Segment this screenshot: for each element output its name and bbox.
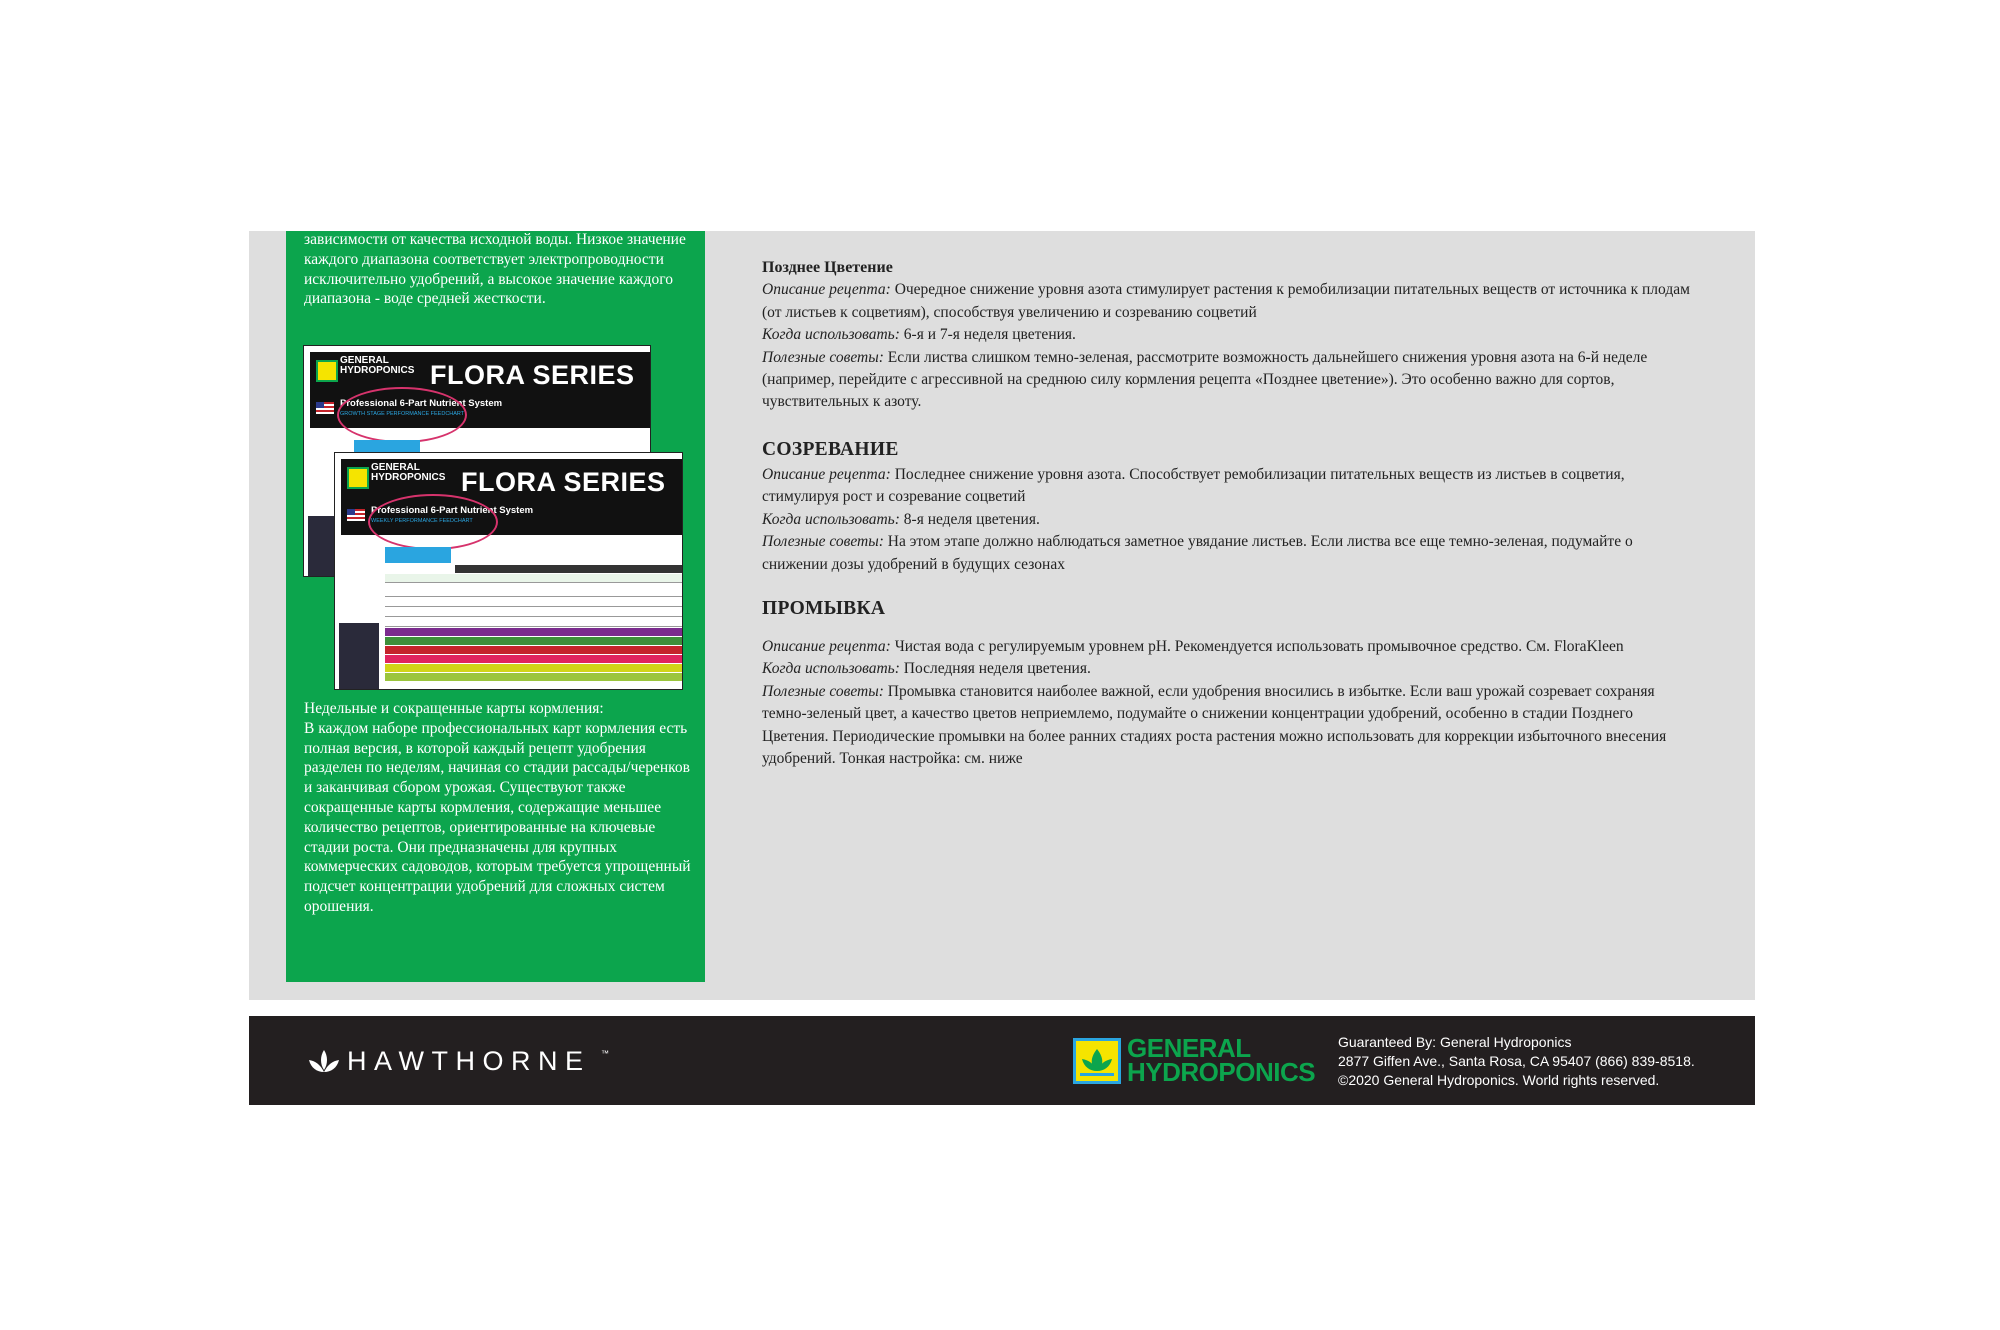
label: Когда использовать:	[762, 660, 900, 678]
useful-tips	[762, 531, 1702, 576]
highlight-oval	[337, 387, 467, 443]
feedchart-series-title: FLORA SERIES	[461, 467, 666, 497]
recipe-description	[762, 464, 1702, 509]
when-to-use	[762, 658, 1702, 680]
section-late-bloom	[762, 257, 1702, 414]
table-row	[385, 655, 682, 663]
useful-tips	[762, 347, 1702, 414]
table-row	[385, 664, 682, 672]
gh-logo-icon	[347, 467, 369, 489]
table-row	[385, 584, 682, 597]
recipe-description	[762, 636, 1702, 658]
us-flag-icon	[316, 402, 334, 414]
general-hydroponics-logo-icon	[1073, 1038, 1121, 1084]
section-title: ПРОМЫВКА	[762, 598, 886, 619]
section-flush-heading	[762, 597, 1702, 621]
green-body-text	[304, 699, 694, 917]
section-ripening	[762, 464, 1702, 576]
feedchart-brand: GENERAL HYDROPONICS	[371, 462, 446, 483]
table-row	[385, 618, 682, 627]
label: Когда использовать:	[762, 326, 900, 344]
value: Очередное снижение уровня азота стимулирует растения к ремобилизации питательных веществ от источника к плодам (от листьев к соцветиям), способствуя увеличению и созреванию соцветий	[762, 281, 1690, 321]
trademark-mark: ™	[601, 1049, 609, 1058]
highlight-oval	[368, 494, 498, 550]
table-row	[455, 565, 682, 573]
value: 8-я неделя цветения.	[899, 510, 1040, 528]
gh-logo-icon	[316, 360, 338, 382]
wordmark-line1: GENERAL	[1127, 1033, 1251, 1063]
table-row	[385, 598, 682, 607]
section-flush	[762, 636, 1702, 770]
value: На этом этапе должно наблюдаться заметное увядание листьев. Если листва все еще темно-зеленая, подумайте о снижении дозы удобрений в будущих сезонах	[762, 533, 1633, 573]
hawthorne-leaf-icon	[307, 1048, 341, 1074]
feedchart-subtitle: Professional 6-Part Nutrient System	[340, 398, 503, 409]
feedchart-tab	[385, 547, 451, 563]
feedchart-caption: WEEKLY PERFORMANCE FEEDCHART	[371, 518, 473, 524]
wordmark-line2: HYDROPONICS	[1127, 1057, 1316, 1087]
label: Описание рецепта:	[762, 466, 891, 483]
label: Когда использовать:	[762, 510, 900, 528]
label: Полезные советы:	[762, 682, 884, 700]
label: Описание рецепта:	[762, 281, 891, 299]
useful-tips	[762, 681, 1702, 771]
us-flag-icon	[347, 509, 365, 521]
section-title: СОЗРЕВАНИЕ	[762, 439, 899, 460]
table-row	[385, 646, 682, 654]
value: Если листва слишком темно-зеленая, рассмотрите возможность дальнейшего снижения уровня азота на 6-й неделе (например, перейдите с агрессивной на среднюю силу кормления рецепта «Позднее цветение»). Это особенно важно для сортов, чувствительных к азоту.	[762, 348, 1648, 411]
table-row	[385, 673, 682, 681]
company-info	[1338, 1033, 1695, 1090]
table-row	[385, 574, 682, 583]
feedchart-table	[385, 565, 682, 682]
section-title: Позднее Цветение	[762, 259, 893, 276]
feedchart-series-title: FLORA SERIES	[430, 360, 635, 390]
value: Последняя неделя цветения.	[899, 660, 1091, 678]
label: Полезные советы:	[762, 348, 884, 366]
guaranteed-by: Guaranteed By: General Hydroponics	[1338, 1034, 1572, 1050]
value: 6-я и 7-я неделя цветения.	[899, 326, 1076, 344]
table-row	[385, 628, 682, 636]
when-to-use	[762, 509, 1702, 531]
feedchart-subtitle: Professional 6-Part Nutrient System	[371, 505, 534, 516]
label: Полезные советы:	[762, 533, 884, 551]
body-paragraph: В каждом наборе профессиональных карт кормления есть полная версия, в которой каждый рецепт удобрения разделен по неделям, начиная со стадии рассады/черенков и заканчивая сбором урожая. Существуют также сокращенные карты кормления, содержащие меньшее количество рецептов, ориентированные на ключевые стадии роста. Они предназначены для крупных коммерческих садоводов, которым требуется упрощенный подсчет концентрации удобрений для сложных систем орошения.	[304, 719, 691, 915]
footer-bar	[249, 1016, 1755, 1105]
when-to-use	[762, 324, 1702, 346]
body-heading: Недельные и сокращенные карты кормления:	[304, 700, 604, 717]
copyright: ©2020 General Hydroponics. World rights reserved.	[1338, 1072, 1660, 1088]
general-hydroponics-wordmark	[1127, 1033, 1316, 1087]
lotus-icon	[1076, 1041, 1118, 1081]
table-row	[385, 608, 682, 617]
feedchart-brand: GENERAL HYDROPONICS	[340, 355, 415, 376]
value: Промывка становится наиболее важной, если удобрения вносились в избытке. Если ваш урожай созревает сохраняя темно-зеленый цвет, а качество цветов неприемлемо, подумайте о снижении концентрации удобрений, особенно в стадии Позднего Цветения. Периодические промывки на более ранних стадиях роста растения можно использовать для коррекции избыточного внесения удобрений. Тонкая настройка: см. ниже	[762, 682, 1667, 768]
company-address: 2877 Giffen Ave., Santa Rosa, CA 95407 (866) 839-8518.	[1338, 1053, 1695, 1069]
hawthorne-logo-text: HAWTHORNE	[347, 1046, 591, 1076]
value: Чистая вода с регулируемым уровнем pH. Рекомендуется использовать промывочное средство. См. FloraKleen	[890, 638, 1624, 655]
label: Описание рецепта:	[762, 638, 891, 655]
feedchart-image-weekly	[334, 452, 683, 690]
recipe-description	[762, 279, 1702, 324]
intro-paragraph: зависимости от качества исходной воды. Низкое значение каждого диапазона соответствует электропроводности исключительно удобрений, а высокое значение каждого диапазона - воде средней жесткости.	[304, 231, 686, 308]
table-row	[385, 637, 682, 645]
green-intro-text	[304, 230, 694, 309]
feedchart-caption: GROWTH STAGE PERFORMANCE FEEDCHART	[340, 411, 465, 417]
feedchart-side-label	[339, 623, 379, 689]
section-ripening-heading	[762, 438, 1702, 462]
value: Последнее снижение уровня азота. Способствует ремобилизации питательных веществ из листьев в соцветия, стимулируя рост и созревание соцветий	[762, 466, 1625, 506]
